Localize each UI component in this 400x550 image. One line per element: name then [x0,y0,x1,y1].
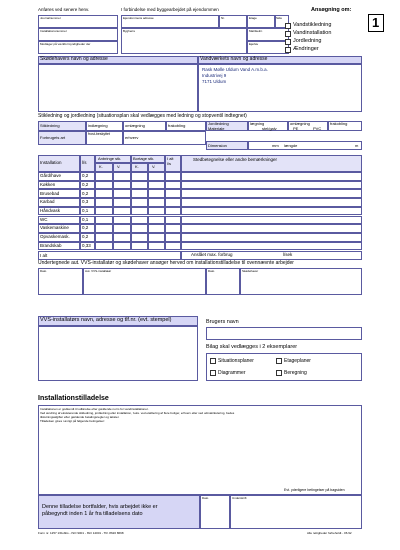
row-name: Opvaskemask. [40,234,70,240]
user-name-label: Brugers navn [206,319,239,325]
permit-date-field[interactable] [200,495,230,529]
table-cell[interactable] [113,181,131,190]
table-cell[interactable] [113,172,131,181]
table-cell[interactable] [95,216,113,225]
option-label-4: Ændringer [293,46,319,52]
pipe-install-label: indlægning [88,123,108,128]
table-cell[interactable] [148,233,165,242]
pipe-label: Stikledning [40,123,60,128]
table-cell[interactable] [148,224,165,233]
row-name: Karbad [40,199,55,205]
col-removed-k: K. [135,164,139,169]
ground-pipe-label: Jordledning [208,121,229,126]
option-checkbox-2[interactable] [285,31,291,37]
m-label: m [355,143,359,148]
attach-checkbox-4[interactable] [276,370,282,376]
owner-date-label: Dato [208,269,215,273]
table-cell[interactable] [113,233,131,242]
footer-right: Alle rettigheder forbeholdt - 06.92 [307,531,352,535]
table-cell[interactable] [95,233,113,242]
col-total-unit: l/s [167,161,171,166]
permit-text-4: Tilladelsen gives i øvrigt på følgende betingelser: [40,419,105,423]
table-cell[interactable] [113,224,131,233]
table-cell[interactable] [95,189,113,198]
application-title: Ansøgning om: [311,7,352,13]
applicant-label: Anføres ved senere henv. [38,7,90,12]
attach-checkbox-2[interactable] [276,358,282,364]
table-cell[interactable] [165,233,181,242]
attach-checkbox-1[interactable] [210,358,216,364]
table-cell[interactable] [95,224,113,233]
installer-signature-label: Aut. VVS-installatør [85,269,112,273]
option-label-2: Vandinstallation [293,30,332,36]
table-cell[interactable] [113,189,131,198]
works-line-2: Industrivej 9 [202,73,227,78]
pvc-label: PVC [313,126,322,131]
total-label: I alt [40,253,48,258]
table-cell[interactable] [165,189,181,198]
row-flow: 0,3 [82,199,89,205]
pipe-disconnect-label: frakobling [168,123,186,128]
cadastre-label: Matrikelnr. [249,29,263,33]
conditions-note: Evt. yderligere betingelser på bagsiden [284,488,345,492]
side-label: Side [276,16,283,20]
row-flow: 0,2 [82,181,89,187]
installer-address-field[interactable] [38,326,198,381]
row-flow: 0,2 [82,173,89,179]
owner-title: Skødehavers navn og adresse [40,56,108,62]
table-cell[interactable] [131,216,148,225]
table-cell[interactable] [148,216,165,225]
col-total: I alt [167,156,174,161]
table-cell[interactable] [95,198,113,207]
install-number-label: Installationsnummer [40,29,67,33]
length-label: længde [284,143,298,148]
material-label: Materiale [208,126,225,131]
form-number: 1 [372,15,380,30]
floor-label: Etage [249,16,257,20]
relay2-label: omlægning [290,121,310,126]
owner-signature-field[interactable] [240,268,362,295]
table-cell[interactable] [95,242,113,251]
table-cell[interactable] [181,198,362,207]
table-cell[interactable] [165,181,181,190]
row-name: Brusebad [40,190,60,196]
permit-signature-label: Underskrift [232,496,247,500]
table-cell[interactable] [113,207,131,216]
option-checkbox-1[interactable] [285,23,291,29]
table-cell[interactable] [113,216,131,225]
attach-label-3: Diagrammer [218,370,246,376]
permit-title: Installationstilladelse [38,395,109,402]
table-cell[interactable] [148,181,165,190]
table-cell[interactable] [113,198,131,207]
mm-label: mm [272,143,279,148]
attachments-title: Bilag skal vedlægges i 2 eksemplarer [206,344,298,350]
attach-label-2: Etageplaner [284,358,311,364]
col-applied-k: K. [99,164,103,169]
street-label: Ejendommens adresse [123,16,154,20]
owner-field[interactable] [121,28,247,54]
table-cell[interactable] [165,198,181,207]
col-removed-v: V. [152,164,156,169]
row-name: Brandskab [40,242,62,248]
table-cell[interactable] [148,172,165,181]
row-name: Håndvask [40,208,61,213]
table-cell[interactable] [131,189,148,198]
table-cell[interactable] [148,242,165,251]
footer-left: Form nr. 1257 1/Dobbs - ISO 9001 - ISO 14001 - TR. 8620 8698 [38,531,124,535]
table-cell[interactable] [181,216,362,225]
consumption-unit: l/sek [283,252,293,257]
journal-label: Journalnummer [40,16,61,20]
usage-label: Forbrugets art [40,135,66,140]
permit-signature-field[interactable] [230,495,362,529]
disconnect2-label: frakobling [330,121,348,126]
table-cell[interactable] [181,233,362,242]
col-applied: Anbringe stk. [98,156,122,161]
row-name: Køkken [40,181,56,187]
table-cell[interactable] [95,207,113,216]
table-cell[interactable] [165,224,181,233]
parish-label: Ejerlav [249,42,259,46]
owner-address-field[interactable] [38,64,198,112]
attach-checkbox-3[interactable] [210,370,216,376]
dimension-field[interactable] [248,141,362,150]
table-cell[interactable] [148,207,165,216]
table-cell[interactable] [131,224,148,233]
void-text-1: Denne tilladelse bortfalder, hvis arbejdet ikke er [42,504,158,510]
table-cell[interactable] [181,242,362,251]
table-cell[interactable] [131,207,148,216]
works-line-1: Rask Mølle Uldum Vand A.m.b.a. [202,67,268,72]
table-cell[interactable] [148,189,165,198]
row-name: WC [40,216,48,222]
table-cell[interactable] [181,224,362,233]
lay-label: lægning [250,121,265,126]
row-flow: 0,2 [82,190,89,196]
option-checkbox-3[interactable] [285,39,291,45]
owner-label: Bygherre [123,29,136,33]
table-cell[interactable] [131,233,148,242]
row-flow: 0,1 [82,216,89,222]
permit-text-2: Ved ændring af eksisterende stikledning, jordledning eller installation, f.eks. ved etablering af flere boliger, erhverv eller ved udmatrikulering, bedes [40,411,235,415]
pipe-relay-label: omlægning [125,123,145,128]
business-label: erhverv [125,135,139,140]
table-cell[interactable] [95,172,113,181]
frost-label: frost-beskyttet [88,132,110,136]
table-cell[interactable] [165,216,181,225]
table-cell[interactable] [181,181,362,190]
permit-text-1: Installationen er godkendt til udførelse efter gældende norm for vandinstallationer. [40,407,149,411]
table-cell[interactable] [131,198,148,207]
consumption-label: Anslået max. forbrug [191,252,233,257]
pipe-title: Stikledning og jordledning (situationsplan skal vedlægges med ledning og stopventil indtegnet) [38,113,247,119]
owner-signature-label: Skødehaver [242,269,259,273]
col-ls: l/s [82,160,87,165]
permit-text-3: tilslutningsafgifter efter gældende betalingsregler og takster. [40,415,120,419]
works-title: Vandværkets navn og adresse [200,56,268,62]
void-text-2: påbegyndt inden 1 år fra tilladelsens dato [42,511,143,517]
pe-label: PE [293,126,299,131]
number-label: Nr. [221,16,225,20]
table-cell[interactable] [95,181,113,190]
signature-date-label: Dato [40,269,47,273]
table-cell[interactable] [131,172,148,181]
user-name-field[interactable] [206,327,362,340]
table-cell[interactable] [148,198,165,207]
row-name: Vaskemaskine [40,225,69,231]
table-cell[interactable] [181,172,362,181]
col-applied-v: V. [117,164,121,169]
attach-label-1: Situationsplaner [218,358,254,364]
table-cell[interactable] [131,242,148,251]
installer-title: VVS-installatørs navn, adresse og tlf.nr. (evt. stempel) [40,317,172,323]
table-cell[interactable] [165,242,181,251]
option-checkbox-4[interactable] [285,47,291,53]
table-cell[interactable] [181,207,362,216]
table-cell[interactable] [165,172,181,181]
total-row [38,251,181,260]
table-cell[interactable] [181,189,362,198]
relation-label: I forbindelse med byggearbejdet på ejendommen [121,7,219,12]
row-name: Gård/have [40,173,62,179]
col-description: Stedbetegnelse eller andre bemærkninger [193,157,278,162]
dimension-label: Dimension [208,143,227,148]
signature-title: Undertegnede aut. VVS-installatør og skødehaver ansøger herved om installationstilladelse til ovennævnte arbejder [38,260,294,266]
row-flow: 0,33 [82,242,91,248]
row-flow: 0,2 [82,234,89,240]
row-flow: 0,2 [82,225,89,231]
option-label-3: Jordledning [293,38,322,44]
recipient-label: Modtager på værkformyndigheder der [40,42,91,46]
works-line-3: 7171 Uldum [202,79,227,84]
steel-label: stel/galv [262,126,277,131]
col-removed: Bortage stk. [133,156,155,161]
table-cell[interactable] [165,207,181,216]
row-flow: 0,1 [82,208,89,213]
attach-label-4: Beregning [284,370,307,376]
table-cell[interactable] [113,242,131,251]
permit-date-label: Dato [202,496,209,500]
option-label-1: Vandstikledning [293,22,332,28]
col-installation: Installation [40,160,62,165]
table-cell[interactable] [131,181,148,190]
